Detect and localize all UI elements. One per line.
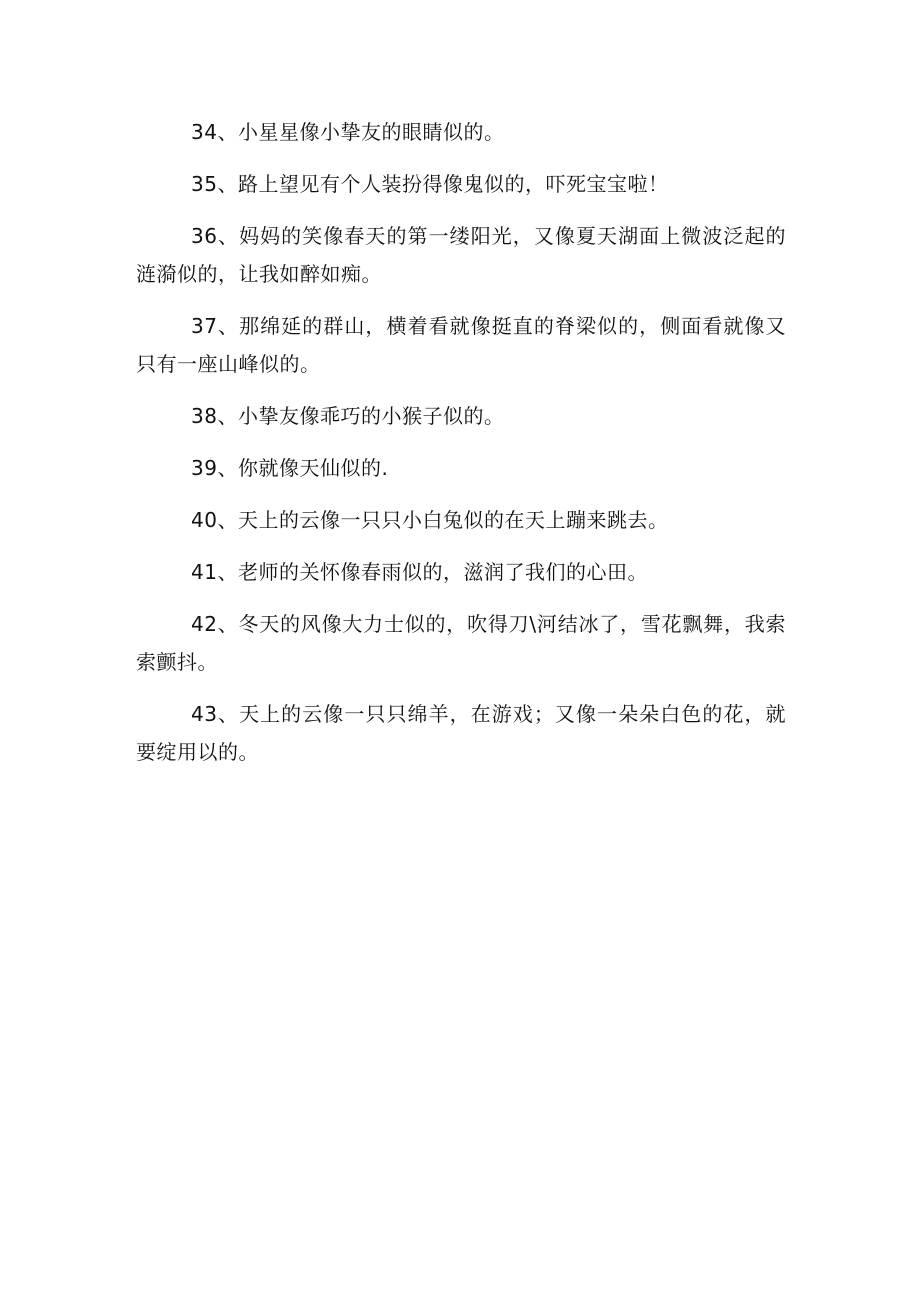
sentence-37: 37、那绵延的群山，横着看就像挺直的脊梁似的，侧面看就像又只有一座山峰似的。 xyxy=(136,314,786,376)
sentence-34: 34、小星星像小挚友的眼睛似的。 xyxy=(191,120,505,144)
sentence-42: 42、冬天的风像大力士似的，吹得刀\河结冰了，雪花飘舞，我索索颤抖。 xyxy=(136,612,786,674)
sentence-39: 39、你就像天仙似的. xyxy=(191,456,389,480)
sentence-38: 38、小挚友像乖巧的小猴子似的。 xyxy=(191,404,505,428)
sentence-41: 41、老师的关怀像春雨似的，滋润了我们的心田。 xyxy=(191,560,648,584)
sentence-40: 40、天上的云像一只只小白兔似的在天上蹦来跳去。 xyxy=(191,508,669,532)
sentence-43: 43、天上的云像一只只绵羊，在游戏；又像一朵朵白色的花，就要绽用以的。 xyxy=(136,702,786,764)
sentence-35: 35、路上望见有个人装扮得像鬼似的，吓死宝宝啦！ xyxy=(191,172,669,196)
sentence-36: 36、妈妈的笑像春天的第一缕阳光，又像夏天湖面上微波泛起的涟漪似的，让我如醉如痴。 xyxy=(136,224,786,286)
document-body xyxy=(136,113,786,785)
